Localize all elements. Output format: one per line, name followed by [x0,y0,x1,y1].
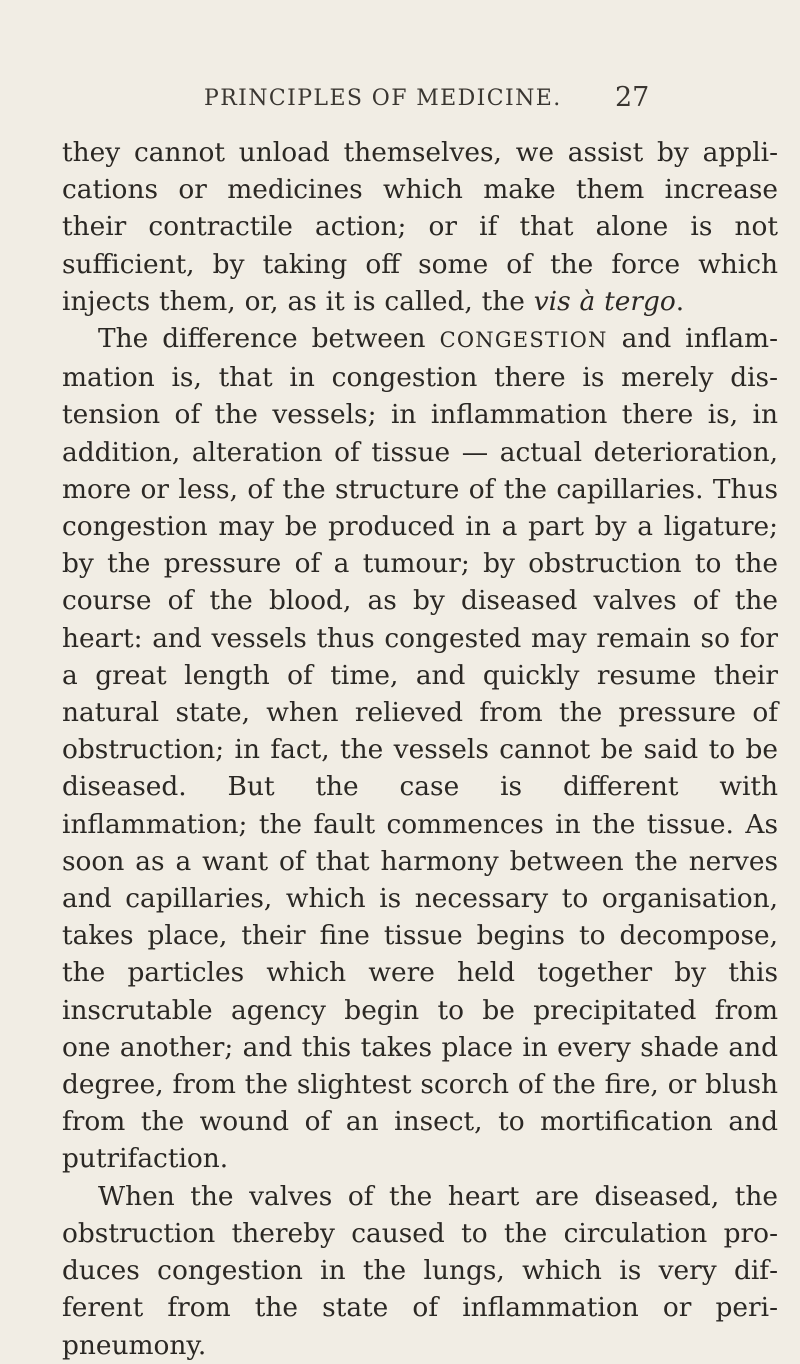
paragraph-1-text: they cannot unload themselves, we assist by applications or medicines which make them increase their contractile action; or if that alone is not sufficient, by taking off some of the force which injects them, or, as it is called, the [62,137,778,317]
paragraph-2-text-rest: and inflammation is, that in congestion there is merely distension of the vessels; in inflammation there is, in addition, alteration of tissue — actual deterioration, more or less, of the structure of the capillaries. Thus congestion may be produced in a part by a ligature; by the pressure of a tumour; by obstruction to the course of the blood, as by diseased valves of the heart: and vessels thus congested may remain so for a great length of time, and quickly resume their natural state, when relieved from the pressure of obstruction; in fact, the vessels cannot be said to be diseased. But the case is different with inflammation; the fault commences in the tissue. As soon as a want of that harmony between the nerves and capillaries, which is necessary to organisation, takes place, their fine tissue begins to decompose, the particles which were held together by this inscrutable agency begin to be precipitated from one another; and this takes place in every shade and degree, from the slightest scorch of the fire, or blush from the wound of an insect, to mortification and putrifaction. [62,323,778,1175]
paragraph-1 [62,134,778,320]
running-head: PRINCIPLES OF MEDICINE. [204,86,562,111]
body-text [62,134,778,1364]
paragraph-3-text: When the valves of the heart are diseased, the obstruction thereby caused to the circulation produces congestion in the lungs, which is very different from the state of inflammation or peripneumony. [62,1180,778,1361]
paragraph-2 [62,320,778,1178]
paragraph-3 [62,1178,778,1364]
paragraph-1-end: . [675,285,685,317]
paragraph-2-text-start: The difference between [98,323,440,355]
page-header [180,82,790,126]
paragraph-2-smallcaps-term: CONGESTION [439,328,608,353]
page-number: 27 [615,82,650,113]
paragraph-1-latin-phrase: vis à tergo [533,285,676,317]
